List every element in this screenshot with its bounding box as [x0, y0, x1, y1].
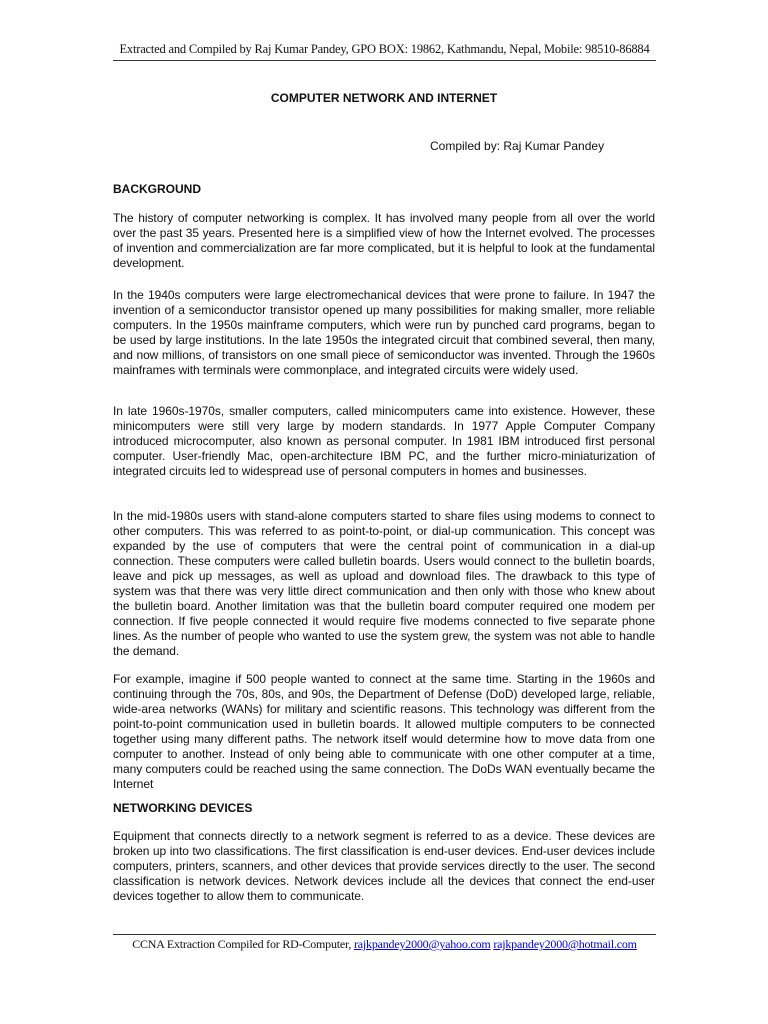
paragraph: Equipment that connects directly to a network segment is referred to as a device. These devices are broken up into two classifications. The first classification is end-user devices. End-user devices include computers, printers, scanners, and other devices that provide services directly to the user. The second classification is network devices. Network devices include all the devices that connect the end-user devices together to allow them to communicate.	[113, 829, 655, 903]
section-heading-background: BACKGROUND	[113, 182, 201, 196]
paragraph: In late 1960s-1970s, smaller computers, called minicomputers came into existence. However, these minicomputers were still very large by modern standards. In 1977 Apple Computer Company introduced microcomputer, also known as personal computer. In 1981 IBM introduced first personal computer. User-friendly Mac, open-architecture IBM PC, and the further micro-miniaturization of integrated circuits led to widespread use of personal computers in homes and businesses.	[113, 404, 655, 478]
email-link-yahoo[interactable]: rajkpandey2000@yahoo.com	[353, 937, 491, 951]
compiled-by-line: Compiled by: Raj Kumar Pandey	[430, 139, 605, 153]
footer-text: CCNA Extraction Compiled for RD-Computer,	[132, 937, 352, 951]
section-heading-networking-devices: NETWORKING DEVICES	[113, 801, 253, 815]
paragraph: The history of computer networking is complex. It has involved many people from all over the world over the past 35 years. Presented here is a simplified view of how the Internet evolved. The processes of invention and commercialization are far more complicated, but it is helpful to look at the fundamental development.	[113, 211, 655, 270]
paragraph: In the mid-1980s users with stand-alone computers started to share files using modems to connect to other computers. This was referred to as point-to-point, or dial-up communication. This concept was expanded by the use of computers that were the central point of communication in a dial-up connection. These computers were called bulletin boards. Users would connect to the bulletin boards, leave and pick up messages, as well as upload and download files. The drawback to this type of system was that there was very little direct communication and then only with those who knew about the bulletin board. Another limitation was that the bulletin board computer required one modem per connection. If five people connected it would require five modems connected to five separate phone lines. As the number of people who wanted to use the system grew, the system was not able to handle the demand.	[113, 509, 655, 658]
paragraph: For example, imagine if 500 people wanted to connect at the same time. Starting in the 1960s and continuing through the 70s, 80s, and 90s, the Department of Defense (DoD) developed large, reliable, wide-area networks (WANs) for military and scientific reasons. This technology was different from the point-to-point communication used in bulletin boards. It allowed multiple computers to be connected together using many different paths. The network itself would determine how to move data from one computer to another. Instead of only being able to communicate with one other computer at a time, many computers could be reached using the same connection. The DoDs WAN eventually became the Internet	[113, 672, 655, 791]
email-link-hotmail[interactable]: rajkpandey2000@hotmail.com	[493, 937, 637, 951]
document-title: COMPUTER NETWORK AND INTERNET	[270, 91, 498, 105]
paragraph: In the 1940s computers were large electromechanical devices that were prone to failure. In 1947 the invention of a semiconductor transistor opened up many possibilities for making smaller, more reliable computers. In the 1950s mainframe computers, which were run by punched card programs, began to be used by large institutions. In the late 1950s the integrated circuit that combined several, then many, and now millions, of transistors on one small piece of semiconductor was invented. Through the 1960s mainframes with terminals were commonplace, and integrated circuits were widely used.	[113, 288, 655, 377]
page-header: Extracted and Compiled by Raj Kumar Pandey, GPO BOX: 19862, Kathmandu, Nepal, Mobile: 98510-86884	[113, 42, 656, 61]
page-footer	[113, 934, 656, 952]
